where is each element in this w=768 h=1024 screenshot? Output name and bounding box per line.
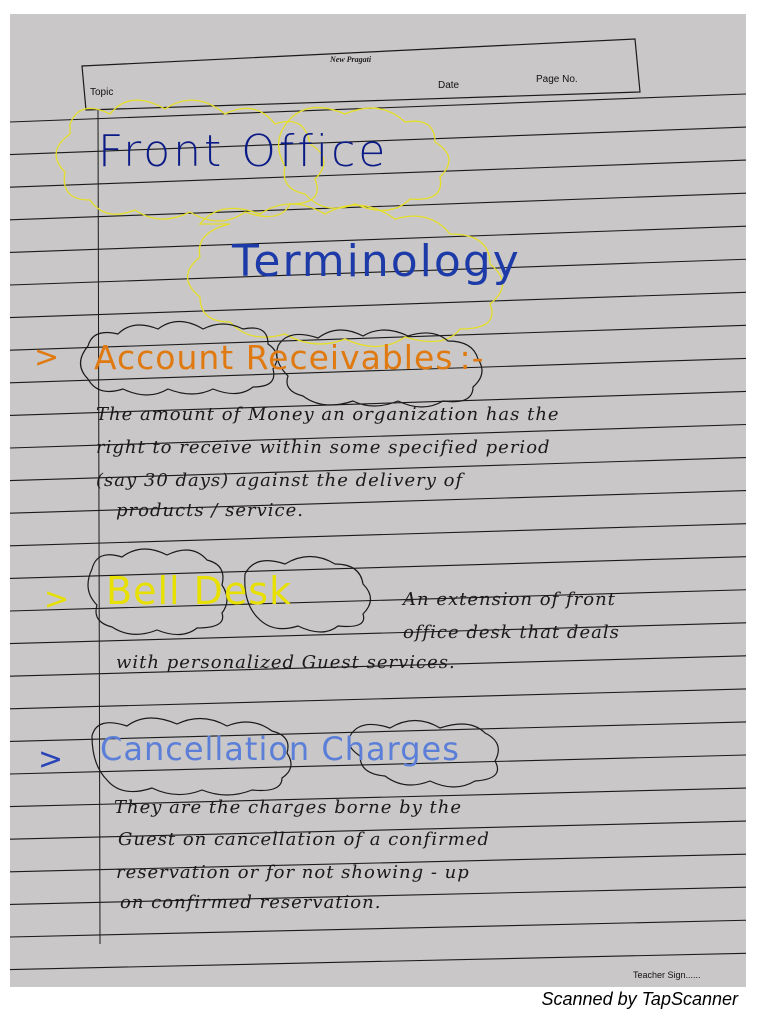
section-2-inline-line-1: An extension of front (403, 589, 616, 610)
section-2-inline-line-2: office desk that deals (403, 622, 620, 643)
ruled-line (10, 623, 746, 644)
date-label: Date (438, 80, 460, 91)
ruled-line (10, 193, 746, 220)
topic-label: Topic (90, 87, 114, 98)
teacher-sign-label: Teacher Sign...... (633, 970, 701, 980)
section-1-line-2: right to receive within some specified period (96, 437, 551, 458)
section-2-line-1: with personalized Guest services. (116, 652, 456, 673)
heading-suffix: :- (459, 338, 485, 377)
notebook-brand: New Pragati (330, 55, 372, 64)
scanner-watermark: Scanned by TapScanner (541, 989, 738, 1009)
section-3-line-3: reservation or for not showing - up (116, 862, 470, 883)
heading-text: Account Receivables (94, 338, 454, 377)
bullet-icon: > (44, 582, 70, 617)
section-heading-bell-desk: Bell Desk (106, 569, 293, 613)
section-1-line-4: products / service. (116, 500, 305, 521)
notebook-page (10, 14, 746, 987)
section-1-line-3: (say 30 days) against the delivery of (96, 470, 464, 491)
section-3-line-2: Guest on cancellation of a confirmed (118, 829, 490, 850)
section-heading-account-receivables (94, 338, 485, 377)
section-3-line-1: They are the charges borne by the (114, 797, 463, 818)
bullet-icon: > (34, 340, 60, 375)
ruled-line (10, 292, 746, 317)
ruled-line (10, 524, 746, 546)
bullet-icon: > (38, 742, 64, 777)
section-1-line-1: The amount of Money an organization has the (96, 404, 560, 425)
ruled-line (10, 953, 746, 969)
section-3-line-4: on confirmed reservation. (120, 892, 382, 913)
page-number-label: Page No. (536, 74, 578, 85)
title-line-1: Front Office (98, 126, 389, 177)
ruled-line (10, 689, 746, 709)
ruled-line (10, 920, 746, 937)
section-heading-cancellation-charges: Cancellation Charges (100, 730, 460, 768)
title-line-2: Terminology (232, 236, 521, 287)
